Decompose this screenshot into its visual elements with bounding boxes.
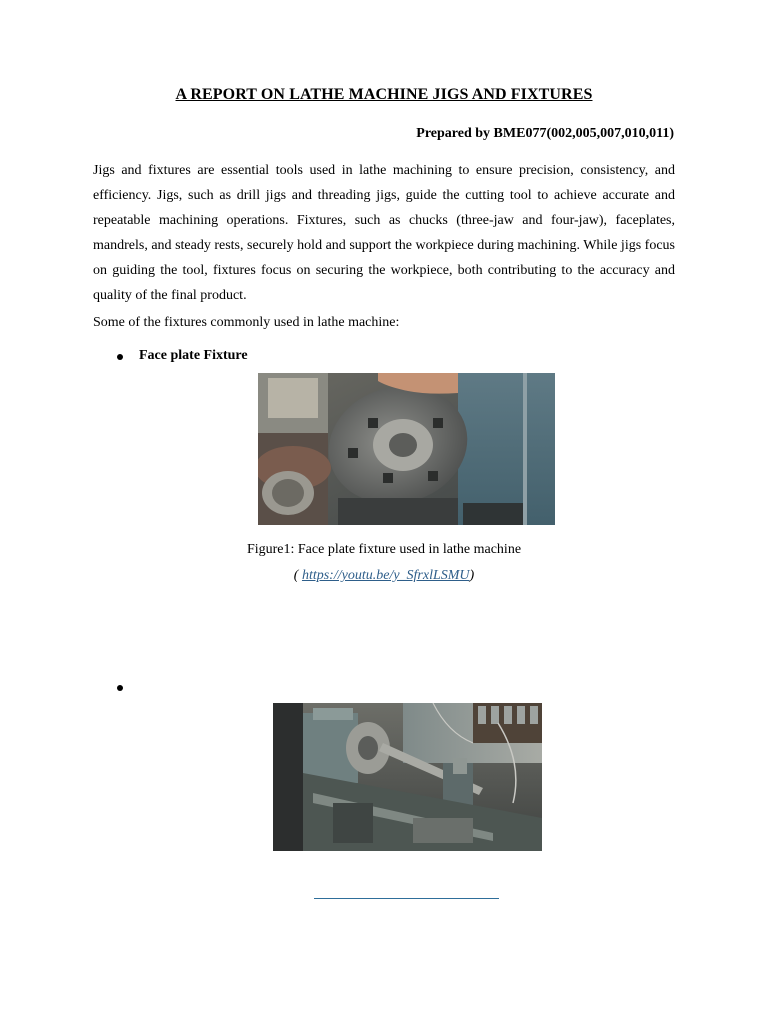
lathe-machine-photo (273, 703, 542, 851)
link-open-paren: ( (293, 568, 302, 583)
face-plate-fixture-photo (258, 373, 555, 525)
bullet-point (117, 685, 123, 691)
empty-link-underline[interactable] (314, 898, 499, 899)
figure-1-caption: Figure1: Face plate fixture used in lathe machine (246, 542, 522, 557)
youtube-link[interactable]: https://youtu.be/y_SfrxlLSMU (301, 568, 470, 583)
link-close-paren: ) (469, 568, 475, 583)
figure-1-source (0, 568, 768, 584)
prepared-by-line: Prepared by BME077(002,005,007,010,011) (416, 126, 674, 141)
document-title: A REPORT ON LATHE MACHINE JIGS AND FIXTURES (175, 86, 593, 103)
fixtures-intro-text: Some of the fixtures commonly used in lathe machine: (93, 315, 400, 330)
intro-paragraph: Jigs and fixtures are essential tools used in lathe machining to ensure precision, consistency, and efficiency. Jigs, such as drill jigs and threading jigs, guide the cutting tool to achieve accurate and repeatable machining operations. Fixtures, such as chucks (three-jaw and four-jaw), faceplates, mandrels, and steady rests, securely hold and support the workpiece during machining. While jigs focus on guiding the tool, fixtures focus on securing the workpiece, both contributing to the accuracy and quality of the final product. (93, 163, 675, 304)
section-heading-face-plate: Face plate Fixture (139, 348, 248, 363)
bullet-point (117, 354, 123, 360)
